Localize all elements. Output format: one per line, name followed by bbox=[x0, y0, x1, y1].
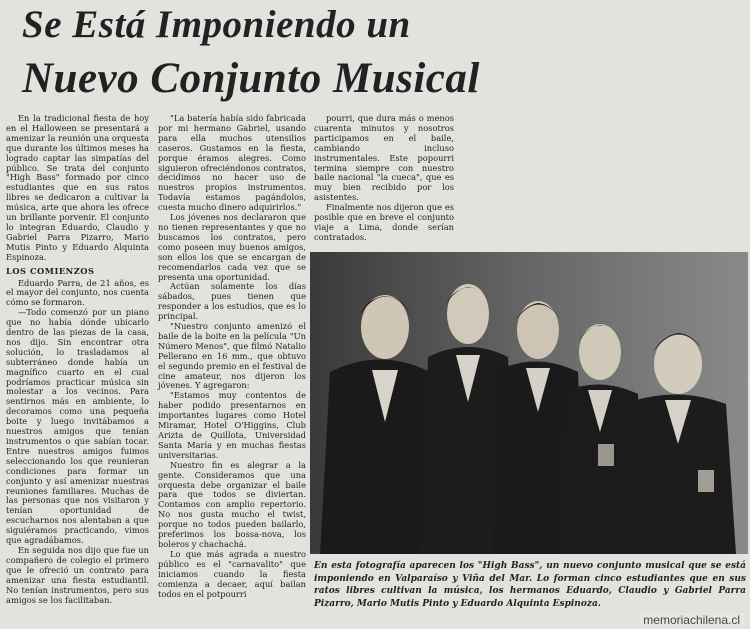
paragraph: Lo que más agrada a nuestro público es el "carnavalito" que iniciamos cuando la fiesta comienza a decaer, aquí bailan todos en el potpourri bbox=[158, 548, 306, 599]
column-1 bbox=[6, 114, 149, 619]
paragraph: —Todo comenzó por un piano que no había dónde ubicarlo dentro de las piezas de la casa, nos dijo. Sin encontrar otra solución, lo trasladamos al subterráneo donde había un magnífico cuarto en el cual podríamos practicar música sin molestar a los vecinos. Para sentirnos más en ambiente, lo decoramos como una pequeña boite y luego invitábamos a nuestros amigos que tenían instrumentos o que sabían tocar. Entre nuestros amigos fuimos seleccionando los que reunieran condiciones para formar un conjunto y así amenizar nuestras reuniones familiares. Muchas de las personas que nos visitaron y tenían oportunidad de escucharnos nos alentaban a que siguiéramos practicando, vimos que agradábamos. bbox=[6, 307, 149, 546]
paragraph: pourri, que dura más o menos cuarenta minutos y nosotros participamos en el baile, cambiando incluso instrumentales. Este popourri termina siempre con nuestro baile nacional "la cueca", que es muy bien recibido por los asistentes. bbox=[314, 113, 454, 203]
paragraph: Nuestro fin es alegrar a la gente. Consideramos que una orquesta debe organizar el baile para que todos se diviertan. Contamos con amplio repertorio. No nos gusta mucho el twist, porque no todos pueden bailarlo, preferimos los bossa-nova, los boleros y chachachá. bbox=[158, 459, 306, 549]
band-photo bbox=[310, 252, 748, 554]
headline-line-1: Se Está Imponiendo un bbox=[22, 3, 411, 46]
photo-caption: En esta fotografía aparecen los "High Bass", un nuevo conjunto musical que se está imponiendo en Valparaíso y Viña del Mar. Lo forman cinco estudiantes que en sus ratos libres cultivan la música, los hermanos Eduardo, Claudio y Gabriel Parra Pizarro, Mario Mutis Pinto y Eduardo Alquinta Espinoza. bbox=[314, 561, 746, 609]
paragraph: En la tradicional fiesta de hoy en el Halloween se presentará a amenizar la reunión una orquesta que durante los últimos meses ha logrado captar las simpatías del público. Se trata del conjunto "High Bass" formado por cinco estudiantes que en sus ratos libres se dedicaron a cultivar la música, arte que ahora les ofrece un brillante porvenir. El conjunto lo integran Eduardo, Claudio y Gabriel Parra Pizarro, Mario Mutis Pinto y Eduardo Alquinta Espinoza. bbox=[6, 113, 149, 262]
subheading: LOS COMIENZOS bbox=[6, 265, 95, 276]
paragraph: Eduardo Parra, de 21 años, es el mayor del conjunto, nos cuenta cómo se formaron. bbox=[6, 277, 149, 308]
paragraph: Los jóvenes nos declararon que no tienen representantes y que no buscamos los contratos, pero como poseen muy buenos amigos, son ellos los que se encargan de recomendarlos cada vez que se presenta una oportunidad. bbox=[158, 212, 306, 282]
headline-line-2: Nuevo Conjunto Musical bbox=[22, 55, 480, 102]
paragraph: En seguida nos dijo que fue un compañero de colegio el primero que le ofreció un contrato para amenizar una fiesta estudiantil. No tenían instrumentos, pero sus amigos se los facilitaban. bbox=[6, 544, 149, 605]
column-2 bbox=[158, 114, 306, 619]
paragraph: "La batería había sido fabricada por mi hermano Gabriel, usando para ella muchos utensilios caseros. Gustamos en la fiesta, porque éramos alegres. Como siguieron ofreciéndonos contratos, decidimos no hacer uso de nuestros propios instrumentos. Todavía estamos pagándolos, cuesta mucho dinero adquirirlos." bbox=[158, 113, 306, 213]
column-3 bbox=[314, 113, 454, 242]
paragraph: "Estamos muy contentos de haber podido presentarnos en importantes lugares como Hotel Miramar, Hotel O'Higgins, Club Arizta de Quillota, Universidad Santa María y en muchas fiestas universitarias. bbox=[158, 390, 306, 460]
paragraph: "Nuestro conjunto amenizó el baile de la boite en la película "Un Número Menos", que filmó Natalio Pellerano en 16 mm., que obtuvo el segundo premio en el festival de cine amateur, nos dijeron los jóvenes. Y agregaron: bbox=[158, 321, 306, 391]
paragraph: Actúan solamente los días sábados, pues tienen que responder a los estudios, que es lo principal. bbox=[158, 281, 306, 322]
paragraph: Finalmente nos dijeron que es posible que en breve el conjunto viaje a Lima, donde serían contratados. bbox=[314, 202, 454, 242]
watermark: memoriachilena.cl bbox=[639, 613, 744, 627]
